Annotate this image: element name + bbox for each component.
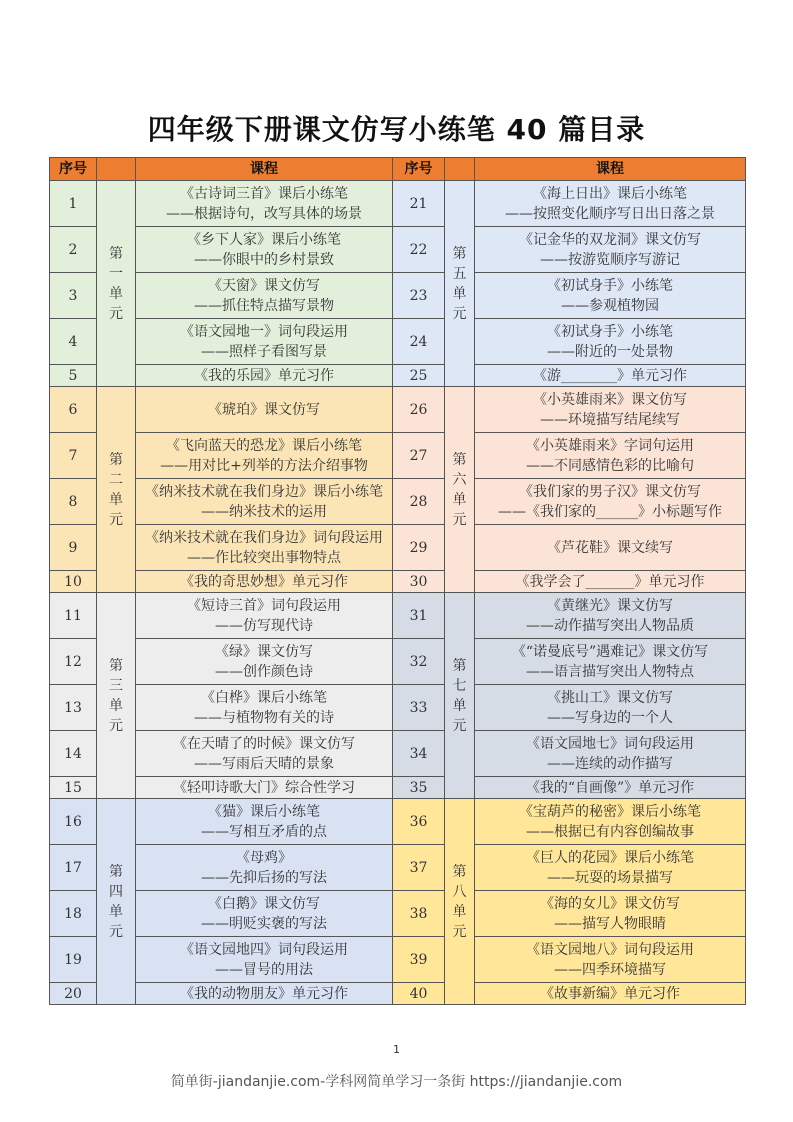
unit-label — [445, 387, 475, 593]
course-name: 《纳米技术就在我们身边》课后小练笔 — [145, 483, 383, 500]
course-name: 《记金华的双龙洞》课文仿写 — [519, 231, 701, 248]
course-subtitle: ——根据已有内容创编故事 — [526, 823, 694, 840]
course-subtitle: ——语言描写突出人物特点 — [526, 663, 694, 680]
item-number: 22 — [393, 227, 445, 273]
course-title — [136, 593, 393, 639]
course-name: 《语文园地一》词句段运用 — [180, 323, 348, 340]
unit-label-char: 六 — [452, 471, 467, 488]
item-number: 24 — [393, 319, 445, 365]
course-title — [136, 181, 393, 227]
course-title — [136, 891, 393, 937]
unit-label-char: 元 — [109, 923, 123, 940]
table-row — [50, 593, 746, 639]
table-row — [50, 525, 746, 571]
course-subtitle: ——按游览顺序写游记 — [540, 251, 680, 268]
course-title — [475, 433, 746, 479]
unit-label-char: 元 — [452, 717, 467, 734]
unit-label-char: 第 — [109, 451, 123, 468]
unit-label-char: 三 — [109, 677, 123, 694]
course-name: 《白鹅》课文仿写 — [208, 895, 320, 912]
item-number: 5 — [50, 365, 97, 387]
item-number: 34 — [393, 731, 445, 777]
header-num-left: 序号 — [50, 158, 97, 181]
item-number: 30 — [393, 571, 445, 593]
unit-label-char: 单 — [109, 491, 123, 508]
course-name: 《海上日出》课后小练笔 — [533, 185, 687, 202]
item-number: 16 — [50, 799, 97, 845]
unit-label — [97, 387, 136, 593]
course-name: 《初试身手》小练笔 — [547, 277, 673, 294]
item-number: 14 — [50, 731, 97, 777]
course-subtitle: ——冒号的用法 — [215, 961, 313, 978]
course-subtitle: ——照样子看图写景 — [201, 343, 327, 360]
item-number: 8 — [50, 479, 97, 525]
unit-label — [97, 593, 136, 799]
course-name: 《白桦》课后小练笔 — [201, 689, 327, 706]
course-name: 《琥珀》课文仿写 — [208, 401, 320, 418]
course-subtitle: ——先抑后扬的写法 — [201, 869, 327, 886]
item-number: 9 — [50, 525, 97, 571]
table-row — [50, 479, 746, 525]
table-row — [50, 685, 746, 731]
course-title — [136, 639, 393, 685]
table-row — [50, 273, 746, 319]
course-subtitle: ——写身边的一个人 — [547, 709, 673, 726]
course-title — [475, 845, 746, 891]
table-row — [50, 387, 746, 433]
unit-label-char: 元 — [452, 511, 467, 528]
course-title — [475, 319, 746, 365]
course-name: 《母鸡》 — [236, 849, 292, 866]
item-number: 10 — [50, 571, 97, 593]
course-title — [136, 227, 393, 273]
unit-label-char: 一 — [109, 265, 123, 282]
course-subtitle: ——《我们家的______》小标题写作 — [498, 503, 722, 520]
course-title — [136, 845, 393, 891]
course-name: 《小英雄雨来》课文仿写 — [533, 391, 687, 408]
unit-label-char: 单 — [452, 491, 467, 508]
unit-label-char: 第 — [109, 245, 123, 262]
unit-label-char: 二 — [109, 471, 123, 488]
course-title — [475, 273, 746, 319]
course-name: 《“诺曼底号”遇难记》课文仿写 — [511, 643, 709, 660]
item-number: 31 — [393, 593, 445, 639]
table-row — [50, 937, 746, 983]
course-name: 《飞向蓝天的恐龙》课后小练笔 — [166, 437, 362, 454]
course-subtitle: ——参观植物园 — [561, 297, 659, 314]
item-number: 27 — [393, 433, 445, 479]
course-title — [136, 799, 393, 845]
course-name: 《短诗三首》词句段运用 — [187, 597, 341, 614]
unit-label-char: 八 — [452, 883, 467, 900]
course-name: 《挑山工》课文仿写 — [547, 689, 673, 706]
course-name: 《游________》单元习作 — [533, 367, 687, 384]
unit-label-char: 元 — [452, 305, 467, 322]
course-title — [136, 685, 393, 731]
unit-label — [445, 181, 475, 387]
item-number: 40 — [393, 983, 445, 1005]
unit-label-char: 七 — [452, 677, 467, 694]
course-subtitle: ——玩耍的场景描写 — [547, 869, 673, 886]
course-title — [475, 731, 746, 777]
course-name: 《巨人的花园》课后小练笔 — [526, 849, 694, 866]
course-subtitle: ——用对比+列举的方法介绍事物 — [160, 457, 368, 474]
course-subtitle: ——你眼中的乡村景致 — [194, 251, 334, 268]
table-row — [50, 433, 746, 479]
item-number: 38 — [393, 891, 445, 937]
page-title: 四年级下册课文仿写小练笔 40 篇目录 — [147, 113, 646, 146]
course-subtitle: ——连续的动作描写 — [547, 755, 673, 772]
course-subtitle: ——抓住特点描写景物 — [194, 297, 334, 314]
table-row — [50, 227, 746, 273]
course-title — [475, 365, 746, 387]
course-name: 《海的女儿》课文仿写 — [540, 895, 680, 912]
course-name: 《我的奇思妙想》单元习作 — [180, 573, 348, 590]
header-course-left: 课程 — [136, 158, 393, 181]
course-subtitle: ——不同感情色彩的比喻句 — [526, 457, 694, 474]
page-number: 1 — [393, 1043, 400, 1056]
unit-label-char: 四 — [109, 883, 123, 900]
unit-label-char: 第 — [109, 863, 123, 880]
course-name: 《黄继光》课文仿写 — [547, 597, 673, 614]
item-number: 1 — [50, 181, 97, 227]
course-subtitle: ——明贬实褒的写法 — [201, 915, 327, 932]
item-number: 19 — [50, 937, 97, 983]
item-number: 11 — [50, 593, 97, 639]
item-number: 23 — [393, 273, 445, 319]
item-number: 3 — [50, 273, 97, 319]
unit-label-char: 元 — [452, 923, 467, 940]
unit-label-char: 单 — [109, 697, 123, 714]
course-title — [136, 571, 393, 593]
unit-label-char: 第 — [452, 863, 467, 880]
course-title — [136, 319, 393, 365]
table-row — [50, 731, 746, 777]
course-name: 《语文园地四》词句段运用 — [180, 941, 348, 958]
unit-label — [97, 799, 136, 1005]
table-row — [50, 319, 746, 365]
course-name: 《宝葫芦的秘密》课后小练笔 — [519, 803, 701, 820]
item-number: 17 — [50, 845, 97, 891]
unit-label-char: 五 — [452, 265, 467, 282]
item-number: 12 — [50, 639, 97, 685]
table-row — [50, 983, 746, 1005]
course-name: 《小英雄雨来》字词句运用 — [526, 437, 694, 454]
unit-label-char: 单 — [109, 285, 123, 302]
course-subtitle: ——根据诗句，改写具体的场景 — [166, 205, 362, 222]
item-number: 20 — [50, 983, 97, 1005]
table-row — [50, 777, 746, 799]
course-name: 《我们家的男子汉》课文仿写 — [519, 483, 701, 500]
item-number: 32 — [393, 639, 445, 685]
course-subtitle: ——仿写现代诗 — [215, 617, 313, 634]
course-name: 《芦花鞋》课文续写 — [547, 539, 673, 556]
course-name: 《乡下人家》课后小练笔 — [187, 231, 341, 248]
course-title — [475, 479, 746, 525]
course-title — [136, 937, 393, 983]
course-title — [136, 525, 393, 571]
item-number: 7 — [50, 433, 97, 479]
unit-label — [97, 181, 136, 387]
course-subtitle: ——写雨后天晴的景象 — [194, 755, 334, 772]
table-row — [50, 639, 746, 685]
item-number: 39 — [393, 937, 445, 983]
course-name: 《古诗词三首》课后小练笔 — [180, 185, 348, 202]
item-number: 36 — [393, 799, 445, 845]
course-subtitle: ——动作描写突出人物品质 — [526, 617, 694, 634]
toc-table — [49, 157, 746, 1005]
course-name: 《我的乐园》单元习作 — [194, 367, 334, 384]
item-number: 37 — [393, 845, 445, 891]
unit-label — [445, 799, 475, 1005]
item-number: 33 — [393, 685, 445, 731]
unit-label-char: 元 — [109, 511, 123, 528]
unit-label-char: 第 — [109, 657, 123, 674]
item-number: 28 — [393, 479, 445, 525]
course-title — [475, 227, 746, 273]
course-subtitle: ——环境描写结尾续写 — [540, 411, 680, 428]
course-subtitle: ——四季环境描写 — [554, 961, 666, 978]
course-name: 《故事新编》单元习作 — [540, 985, 680, 1002]
table-row — [50, 845, 746, 891]
course-name: 《纳米技术就在我们身边》词句段运用 — [145, 529, 383, 546]
table-row — [50, 571, 746, 593]
unit-label-char: 第 — [452, 245, 467, 262]
course-title — [136, 777, 393, 799]
course-title — [475, 387, 746, 433]
course-subtitle: ——作比较突出事物特点 — [187, 549, 341, 566]
item-number: 4 — [50, 319, 97, 365]
footer-text: 简单街-jiandanjie.com-学科网简单学习一条街 https://jiandanjie.com — [170, 1074, 623, 1090]
table-row — [50, 181, 746, 227]
item-number: 35 — [393, 777, 445, 799]
unit-label — [445, 593, 475, 799]
course-subtitle: ——附近的一处景物 — [547, 343, 673, 360]
table-row — [50, 799, 746, 845]
course-title — [136, 731, 393, 777]
course-title — [475, 891, 746, 937]
course-subtitle: ——纳米技术的运用 — [201, 503, 327, 520]
course-title — [475, 571, 746, 593]
course-subtitle: ——与植物物有关的诗 — [194, 709, 334, 726]
item-number: 6 — [50, 387, 97, 433]
course-subtitle: ——描写人物眼睛 — [554, 915, 666, 932]
course-name: 《我学会了_______》单元习作 — [515, 573, 705, 590]
unit-label-char: 第 — [452, 451, 467, 468]
unit-label-char: 元 — [109, 717, 123, 734]
item-number: 26 — [393, 387, 445, 433]
unit-label-char: 元 — [109, 305, 123, 322]
table-row — [50, 365, 746, 387]
course-title — [136, 479, 393, 525]
course-title — [136, 273, 393, 319]
table-row — [50, 891, 746, 937]
item-number: 15 — [50, 777, 97, 799]
course-title — [136, 365, 393, 387]
unit-label-char: 单 — [109, 903, 123, 920]
table-header-row — [50, 158, 746, 181]
item-number: 25 — [393, 365, 445, 387]
header-num-right: 序号 — [393, 158, 445, 181]
course-title — [475, 799, 746, 845]
course-subtitle: ——创作颜色诗 — [215, 663, 313, 680]
course-name: 《我的“自画像”》单元习作 — [525, 779, 695, 796]
item-number: 13 — [50, 685, 97, 731]
course-name: 《语文园地八》词句段运用 — [526, 941, 694, 958]
course-title — [136, 387, 393, 433]
course-name: 《我的动物朋友》单元习作 — [180, 985, 348, 1002]
course-title — [475, 593, 746, 639]
course-title — [475, 777, 746, 799]
item-number: 2 — [50, 227, 97, 273]
course-title — [475, 983, 746, 1005]
header-unit-right — [445, 158, 475, 181]
item-number: 29 — [393, 525, 445, 571]
course-title — [136, 433, 393, 479]
course-title — [475, 181, 746, 227]
item-number: 18 — [50, 891, 97, 937]
course-title — [475, 639, 746, 685]
header-course-right: 课程 — [475, 158, 746, 181]
course-name: 《天窗》课文仿写 — [208, 277, 320, 294]
course-name: 《语文园地七》词句段运用 — [526, 735, 694, 752]
course-subtitle: ——写相互矛盾的点 — [201, 823, 327, 840]
course-name: 《初试身手》小练笔 — [547, 323, 673, 340]
course-title — [136, 983, 393, 1005]
course-title — [475, 937, 746, 983]
course-title — [475, 525, 746, 571]
unit-label-char: 单 — [452, 285, 467, 302]
course-name: 《轻叩诗歌大门》综合性学习 — [173, 779, 355, 796]
unit-label-char: 第 — [452, 657, 467, 674]
item-number: 21 — [393, 181, 445, 227]
unit-label-char: 单 — [452, 903, 467, 920]
course-name: 《在天晴了的时候》课文仿写 — [173, 735, 355, 752]
course-name: 《猫》课后小练笔 — [208, 803, 320, 820]
header-unit-left — [97, 158, 136, 181]
course-name: 《绿》课文仿写 — [215, 643, 313, 660]
course-title — [475, 685, 746, 731]
course-subtitle: ——按照变化顺序写日出日落之景 — [505, 205, 715, 222]
unit-label-char: 单 — [452, 697, 467, 714]
